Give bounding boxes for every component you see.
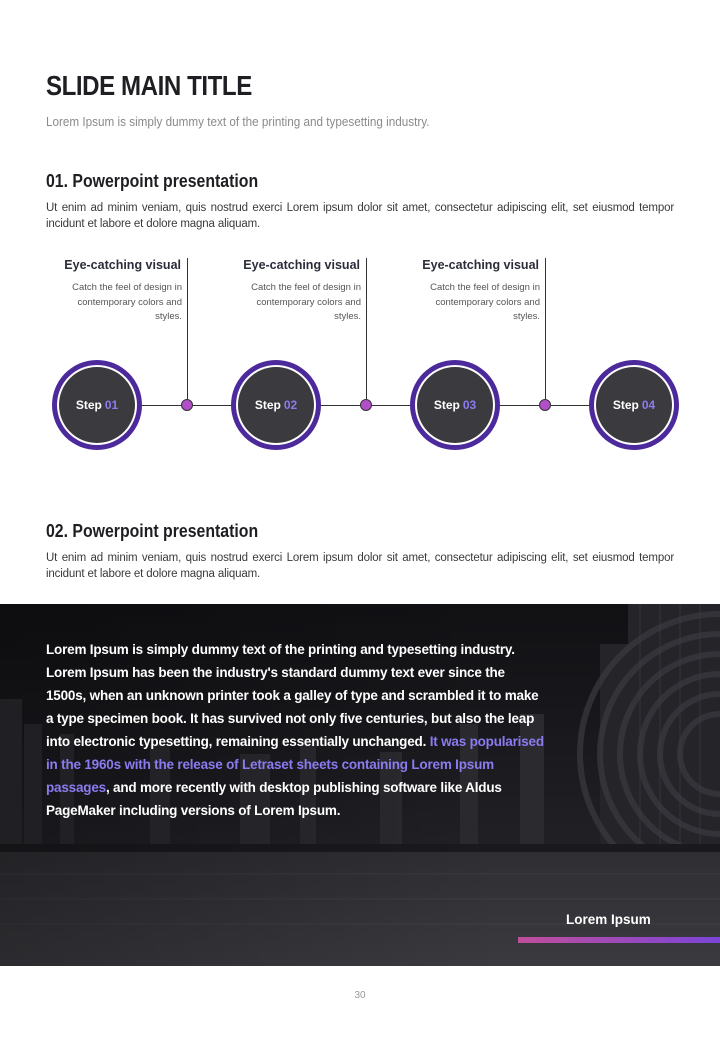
step-number: 03 [462,398,477,412]
timeline-card-title: Eye-catching visual [243,258,360,272]
step-label: Step [75,398,102,412]
timeline-card-text: Catch the feel of design in contemporary colors and styles. [251,282,361,322]
step-label: Step [433,398,460,412]
step-circle-3 [410,360,500,450]
section-1-heading: 01. Powerpoint presentation [46,171,259,191]
step-circle-4 [589,360,679,450]
timeline-node [360,399,372,411]
timeline-node [181,399,193,411]
timeline-card-title: Eye-catching visual [64,258,181,272]
step-number: 01 [104,398,119,412]
banner-paragraph [46,638,546,822]
section-1-body-line: Ut enim ad minim veniam, quis nostrud exerci Lorem ipsum dolor sit amet, consectetur adipiscing elit, set eiusmod tempor [46,202,674,214]
timeline-card-text: Catch the feel of design in contemporary colors and styles. [430,282,540,322]
step-number: 04 [641,398,656,412]
banner-text-highlight: It was popularised in the 1960s with the release of Letraset sheets containing Lorem Ipsum passages [46,734,544,795]
banner-text-end: , and more recently with desktop publishing software like Aldus PageMaker including versions of Lorem Ipsum. [46,780,502,818]
step-circle-2 [231,360,321,450]
banner-label: Lorem Ipsum [566,912,651,927]
timeline-leader-line [366,258,367,400]
step-label: Step [254,398,281,412]
timeline-node [539,399,551,411]
section-1-body [46,200,674,232]
section-2-body [46,550,674,582]
timeline-leader-line [545,258,546,400]
banner-accent-bar [518,937,720,943]
step-number: 02 [283,398,298,412]
page-subtitle: Lorem Ipsum is simply dummy text of the printing and typesetting industry. [46,114,430,129]
banner-text-main: Lorem Ipsum is simply dummy text of the printing and typesetting industry. Lorem Ipsum has been the industry's standard dummy text ever since the 1500s, when an unknown printer took a galley of type and scrambled it to make a type specimen book. It has survived not only five centuries, but also the leap into electronic typesetting, remaining essentially unchanged. [46,642,539,749]
timeline-card-title: Eye-catching visual [422,258,539,272]
timeline-card-text: Catch the feel of design in contemporary colors and styles. [72,282,182,322]
section-2-body-line: incidunt et labore et dolore magna aliquam. [46,568,261,580]
section-2-heading: 02. Powerpoint presentation [46,521,259,541]
page-title: SLIDE MAIN TITLE [46,70,252,101]
timeline-leader-line [187,258,188,400]
step-label: Step [612,398,639,412]
city-photo-banner [0,604,720,966]
step-circle-1 [52,360,142,450]
section-2-body-line: Ut enim ad minim veniam, quis nostrud exerci Lorem ipsum dolor sit amet, consectetur adipiscing elit, set eiusmod tempor [46,552,674,564]
section-1-body-line: incidunt et labore et dolore magna aliquam. [46,218,261,230]
page-number: 30 [354,990,366,1001]
